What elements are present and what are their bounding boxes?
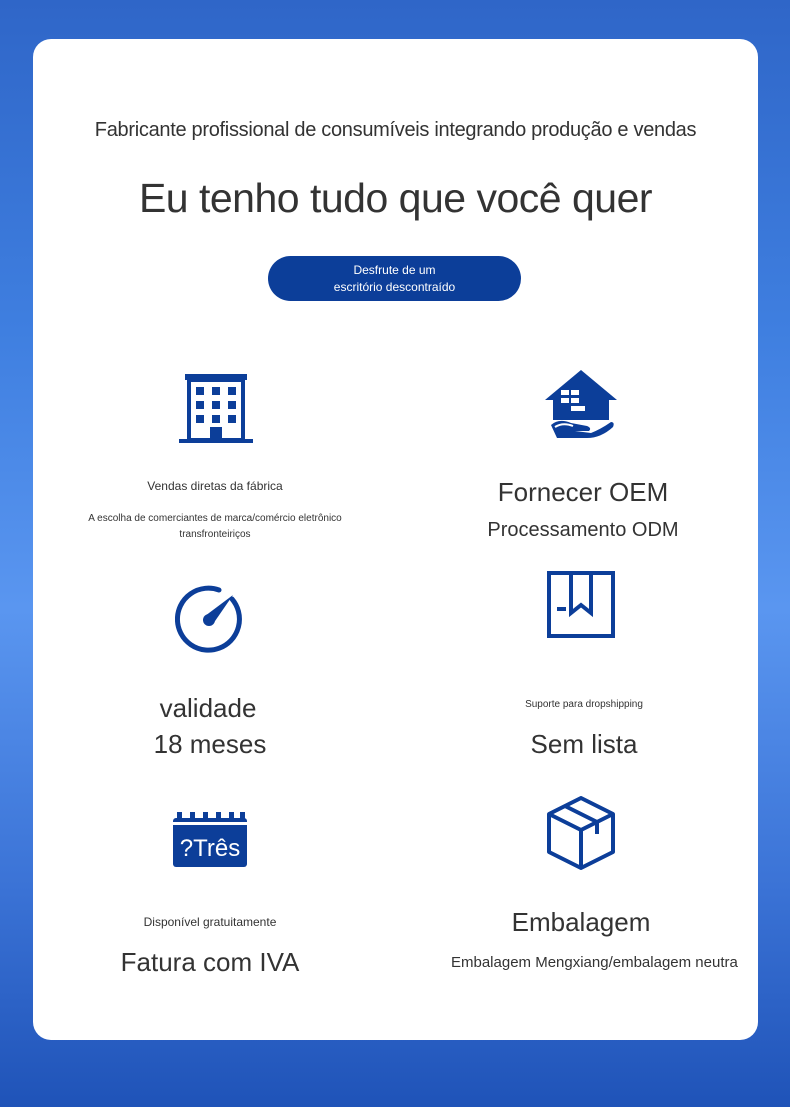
feature-invoice-desc: Fatura com IVA (120, 947, 300, 977)
feature-oem-title: Fornecer OEM (497, 477, 669, 507)
feature-packaging-title: Embalagem (511, 907, 651, 937)
pill-label: Desfrute de um escritório descontraído (333, 262, 456, 294)
office-pill-button[interactable] (268, 256, 521, 301)
house-hand-icon (545, 370, 617, 440)
receipt-icon (173, 812, 247, 868)
receipt-icon-label: ?Três (179, 835, 241, 862)
package-box-icon (547, 571, 615, 639)
feature-packaging-desc: Embalagem Mengxiang/embalagem neutra (451, 954, 738, 971)
building-icon (179, 374, 253, 446)
feature-factory-desc: A escolha de comerciantes de marca/comércio eletrônico transfronteiriços (88, 513, 342, 540)
page-subtitle: Fabricante profissional de consumíveis integrando produção e vendas (94, 119, 697, 141)
feature-oem-desc: Processamento ODM (487, 519, 679, 541)
feature-invoice-title: Disponível gratuitamente (143, 915, 277, 929)
page-headline: Eu tenho tudo que você quer (138, 175, 653, 221)
feature-dropshipping-title: Suporte para dropshipping (525, 699, 643, 710)
content-card (33, 39, 758, 1040)
feature-validity-title: validade (159, 693, 257, 723)
cube-box-icon (547, 796, 615, 870)
feature-validity-desc: 18 meses (153, 729, 267, 759)
speedometer-icon (175, 585, 245, 655)
feature-dropshipping-desc: Sem lista (530, 729, 638, 759)
feature-factory-title: Vendas diretas da fábrica (147, 479, 283, 493)
